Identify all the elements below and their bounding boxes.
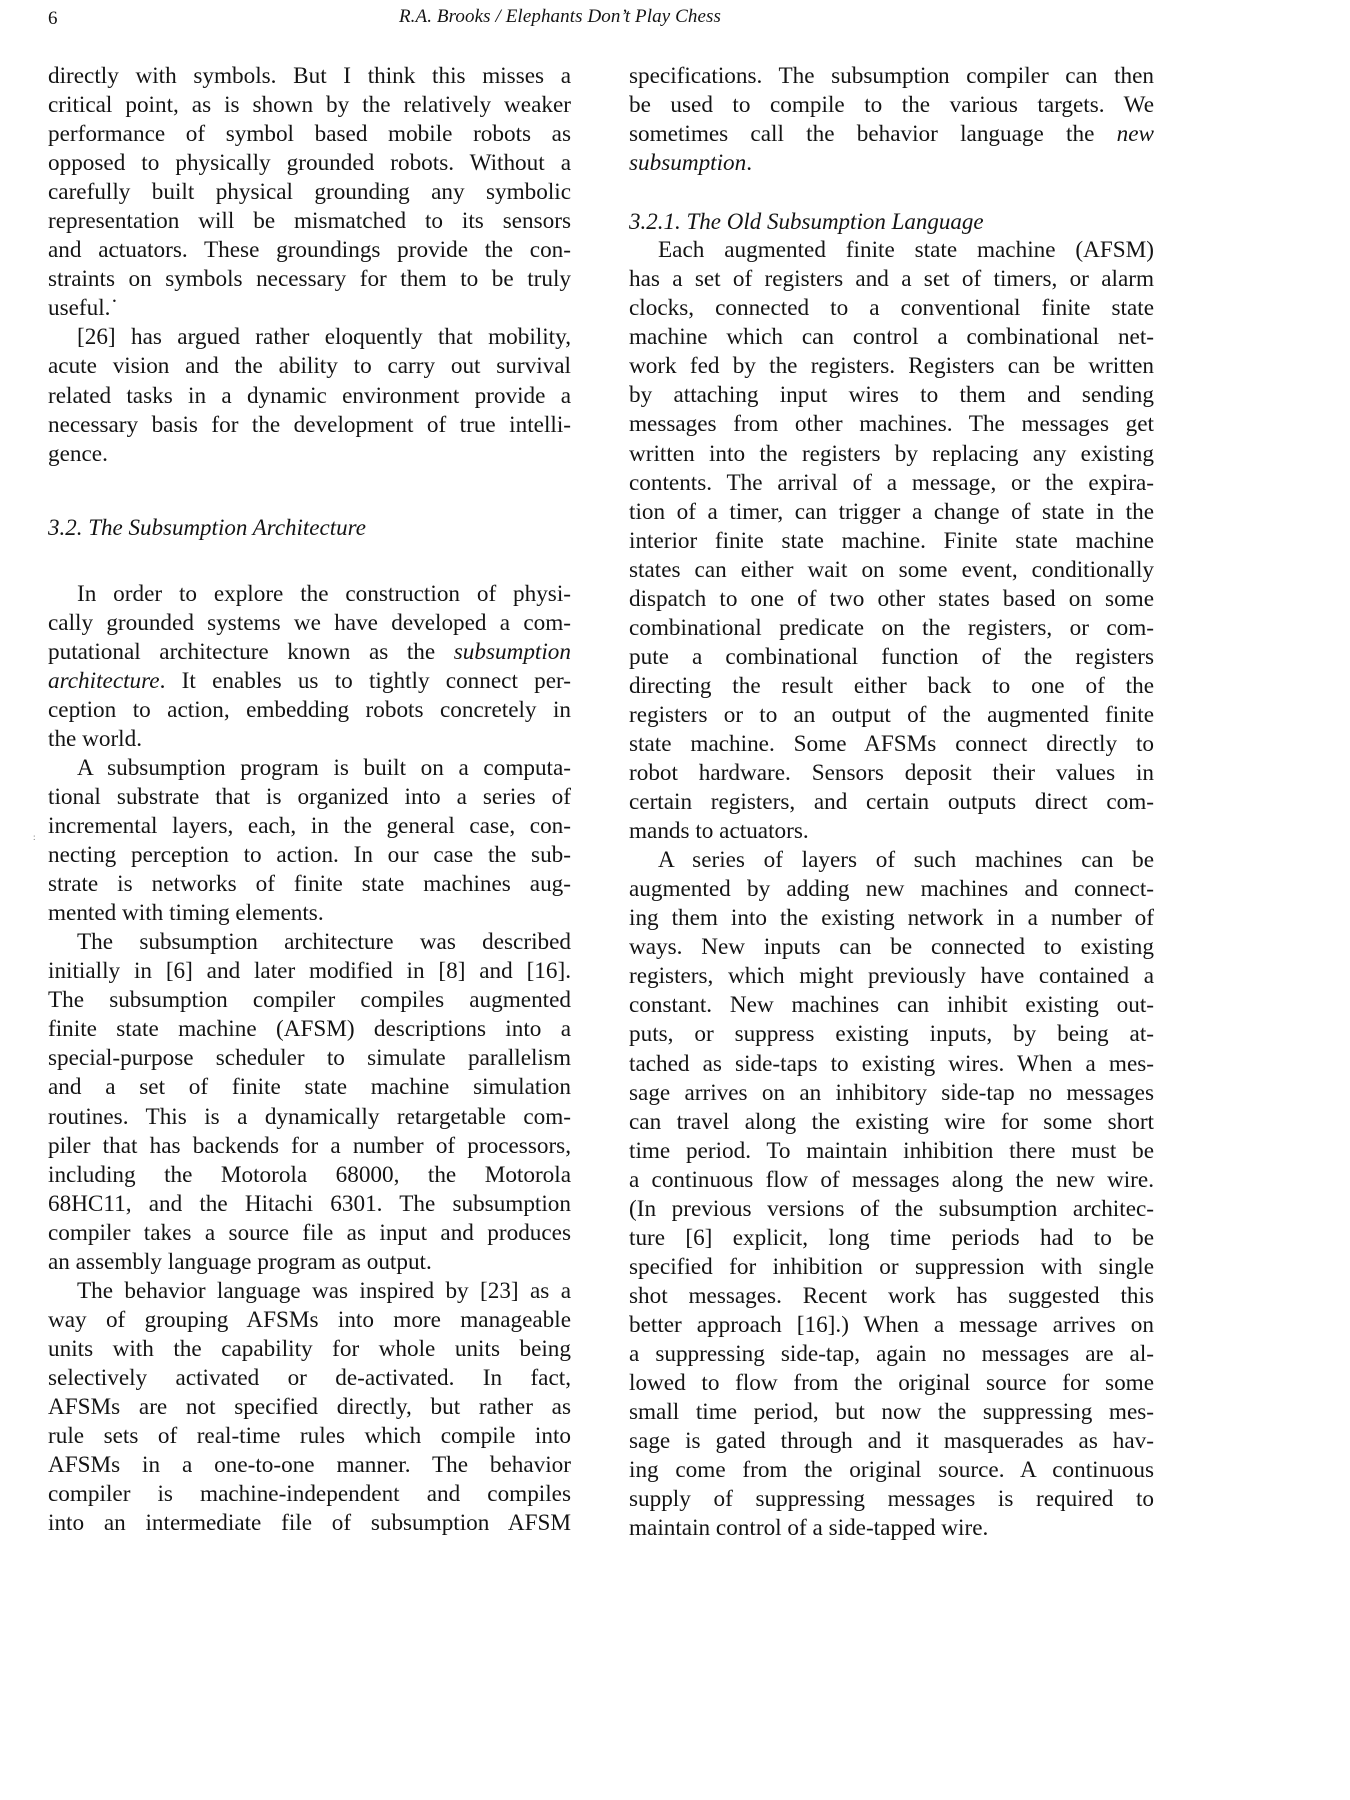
right-column <box>629 62 1154 1543</box>
text-line: constant. New machines can inhibit existing out- <box>629 992 1154 1019</box>
paragraph-layers <box>629 846 1154 1543</box>
text-line: necting perception to action. In our case the sub- <box>48 842 571 869</box>
text-line: The behavior language was inspired by [23] as a <box>77 1277 571 1304</box>
text-line: the world. <box>48 725 143 752</box>
text-line: has a set of registers and a set of timers, or alarm <box>629 266 1154 293</box>
text-span: . <box>746 150 753 177</box>
spacer <box>48 542 571 580</box>
text-line: gence. <box>48 440 108 467</box>
text-line: straints on symbols necessary for them to be truly <box>48 266 571 293</box>
paragraph-behavior <box>48 1277 571 1538</box>
text-line: directly with symbols. But I think this misses a <box>48 63 571 89</box>
text-line: state machine. Some AFSMs connect directly to <box>629 730 1154 757</box>
text-line: In order to explore the construction of physi- <box>77 580 571 607</box>
text-line: finite state machine (AFSM) descriptions into a <box>48 1016 571 1043</box>
text-line: units with the capability for whole units being <box>48 1335 571 1362</box>
text-line: cally grounded systems we have developed a com- <box>48 609 571 636</box>
text-line: mands to actuators. <box>629 818 809 845</box>
text-line: compiler is machine-independent and compiles <box>48 1481 571 1508</box>
text-line: representation will be mismatched to its sensors <box>48 208 571 235</box>
text-line: tached as side-taps to existing wires. When a mes- <box>629 1050 1154 1077</box>
text-line <box>48 667 571 696</box>
spacer <box>48 469 571 513</box>
text-line: time period. To maintain inhibition there must be <box>629 1137 1154 1164</box>
scan-speck: : <box>33 832 36 842</box>
text-line: piler that has backends for a number of processors, <box>48 1132 571 1159</box>
text-line: directing the result either back to one of the <box>629 672 1154 699</box>
text-line: shot messages. Recent work has suggested this <box>629 1282 1154 1309</box>
text-line: states can either wait on some event, conditionally <box>629 556 1154 583</box>
text-line: compiler takes a source file as input and produces <box>48 1219 571 1246</box>
text-line: augmented by adding new machines and connect- <box>629 876 1154 903</box>
text-line: tional substrate that is organized into a series of <box>48 783 571 810</box>
text-line: contents. The arrival of a message, or the expira- <box>629 469 1154 496</box>
text-line: performance of symbol based mobile robots as <box>48 121 571 148</box>
paragraph-afsm <box>629 236 1154 846</box>
text-line: mented with timing elements. <box>48 900 324 927</box>
paragraph-described <box>48 928 571 1277</box>
text-line: The subsumption compiler compiles augmented <box>48 987 571 1014</box>
text-line: a suppressing side-tap, again no messages are al- <box>629 1340 1154 1367</box>
text-line: work fed by the registers. Registers can be written <box>629 353 1154 380</box>
running-head: R.A. Brooks / Elephants Don’t Play Chess <box>398 6 722 27</box>
text-line: A series of layers of such machines can be <box>658 847 1154 874</box>
text-line: The subsumption architecture was described <box>77 929 571 956</box>
text-line: registers, which might previously have contained a <box>629 963 1154 990</box>
text-line: ception to action, embedding robots concretely in <box>48 696 571 723</box>
text-line: puts, or suppress existing inputs, by being at- <box>629 1021 1154 1048</box>
paragraph-continued-left <box>48 62 571 323</box>
subsection-heading: 3.2.1. The Old Subsumption Language <box>629 209 984 235</box>
text-line: AFSMs are not specified directly, but rather as <box>48 1393 571 1420</box>
text-line: sage is gated through and it masquerades as hav- <box>629 1428 1154 1455</box>
text-line: be used to compile to the various targets. We <box>629 92 1154 119</box>
text-line: an assembly language program as output. <box>48 1248 432 1275</box>
text-line <box>629 149 1154 178</box>
text-line: specifications. The subsumption compiler can then <box>629 63 1154 89</box>
emphasis-subsumption: subsumption <box>629 150 747 177</box>
text-line: better approach [16].) When a message arrives on <box>629 1311 1154 1338</box>
text-line: machine which can control a combinational net- <box>629 324 1154 351</box>
text-line: ing them into the existing network in a number of <box>629 905 1154 932</box>
text-line: ture [6] explicit, long time periods had to be <box>629 1224 1154 1251</box>
text-line: rule sets of real-time rules which compile into <box>48 1423 571 1450</box>
text-line: way of grouping AFSMs into more manageable <box>48 1306 571 1333</box>
text-line: combinational predicate on the registers, or com- <box>629 614 1154 641</box>
text-line: routines. This is a dynamically retargetable com- <box>48 1103 571 1130</box>
text-line: pute a combinational function of the registers <box>629 643 1154 670</box>
text-line: (In previous versions of the subsumption architec- <box>629 1195 1154 1222</box>
text-line: registers or to an output of the augmented finite <box>629 701 1154 728</box>
section-heading: 3.2. The Subsumption Architecture <box>48 514 366 540</box>
text-span: putational architecture known as the <box>48 638 454 665</box>
paragraph-continued-right <box>629 62 1154 178</box>
text-line: clocks, connected to a conventional finite state <box>629 295 1154 322</box>
text-line: can travel along the existing wire for some short <box>629 1108 1154 1135</box>
text-span: sometimes call the behavior language the <box>629 121 1117 148</box>
text-line: robot hardware. Sensors deposit their values in <box>629 760 1154 787</box>
text-line: and actuators. These groundings provide the con- <box>48 237 571 264</box>
text-line: written into the registers by replacing any existing <box>629 440 1154 467</box>
text-line: including the Motorola 68000, the Motorola <box>48 1161 571 1188</box>
text-line: ing come from the original source. A continuous <box>629 1457 1154 1484</box>
paragraph-program <box>48 754 571 928</box>
page-number: 6 <box>48 8 58 29</box>
text-line: opposed to physically grounded robots. Without a <box>48 150 571 177</box>
text-line: carefully built physical grounding any symbolic <box>48 179 571 206</box>
paragraph-explore <box>48 580 571 754</box>
left-column <box>48 62 571 1538</box>
text-line <box>629 120 1154 149</box>
emphasis-subsumption: subsumption <box>453 638 571 665</box>
text-line: useful.˙ <box>48 295 119 322</box>
text-line: sage arrives on an inhibitory side-tap no messages <box>629 1079 1154 1106</box>
text-line: and a set of finite state machine simulation <box>48 1074 571 1101</box>
text-line: certain registers, and certain outputs direct com- <box>629 789 1154 816</box>
text-line: selectively activated or de-activated. In fact, <box>48 1364 571 1391</box>
text-line: tion of a timer, can trigger a change of state in the <box>629 498 1154 525</box>
text-line: into an intermediate file of subsumption AFSM <box>48 1510 571 1537</box>
text-line: special-purpose scheduler to simulate parallelism <box>48 1045 571 1072</box>
text-line: strate is networks of finite state machines aug- <box>48 871 571 898</box>
text-line <box>48 638 571 667</box>
text-line: a continuous flow of messages along the new wire. <box>629 1166 1154 1193</box>
spacer <box>629 178 1154 207</box>
text-line: initially in [6] and later modified in [8] and [16]. <box>48 958 571 985</box>
paragraph-26 <box>48 323 571 468</box>
text-line: lowed to flow from the original source for some <box>629 1370 1154 1397</box>
text-line: acute vision and the ability to carry out survival <box>48 353 571 380</box>
text-line: [26] has argued rather eloquently that mobility, <box>77 324 571 351</box>
emphasis-architecture: architecture <box>48 667 160 694</box>
text-line: specified for inhibition or suppression with single <box>629 1253 1154 1280</box>
text-line: necessary basis for the development of true intelli- <box>48 411 571 438</box>
text-line: small time period, but now the suppressing mes- <box>629 1399 1154 1426</box>
text-line: A subsumption program is built on a computa- <box>77 754 571 781</box>
text-line: messages from other machines. The messages get <box>629 411 1154 438</box>
text-line: related tasks in a dynamic environment provide a <box>48 382 571 409</box>
text-line: maintain control of a side-tapped wire. <box>629 1515 989 1542</box>
text-line: ways. New inputs can be connected to existing <box>629 934 1154 961</box>
text-line: critical point, as is shown by the relatively weaker <box>48 92 571 119</box>
text-line: interior finite state machine. Finite state machine <box>629 527 1154 554</box>
text-span: . It enables us to tightly connect per- <box>159 667 571 694</box>
emphasis-new: new <box>1116 121 1154 148</box>
text-line: dispatch to one of two other states based on some <box>629 585 1154 612</box>
text-line: by attaching input wires to them and sending <box>629 382 1154 409</box>
text-line: Each augmented finite state machine (AFSM) <box>658 237 1154 264</box>
text-line: 68HC11, and the Hitachi 6301. The subsumption <box>48 1190 571 1217</box>
text-line: incremental layers, each, in the general case, con- <box>48 813 571 840</box>
text-line: supply of suppressing messages is required to <box>629 1486 1154 1513</box>
text-line: AFSMs in a one-to-one manner. The behavior <box>48 1452 571 1479</box>
